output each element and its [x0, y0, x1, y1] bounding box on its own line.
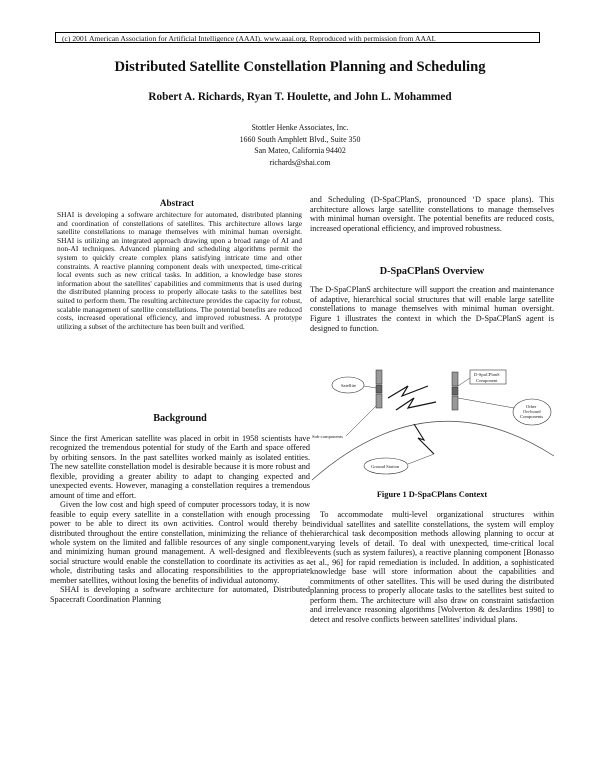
- affiliation-street: 1660 South Amphlett Blvd., Suite 350: [239, 134, 361, 144]
- background-section: [50, 434, 310, 604]
- ground-pointer: [408, 454, 434, 464]
- figure-caption: Figure 1 D-SpaCPlans Context: [376, 490, 488, 499]
- subcomponents-label: Sub-components: [312, 434, 343, 439]
- overview-heading: D-SpaCPlanS Overview: [379, 266, 485, 277]
- earth-arc: [312, 421, 554, 480]
- right-intro-paragraph: and Scheduling (D-SpaCPlanS, pronounced ‘D space plans). This architecture allows large satellite constellations to manage themselves with minimal human oversight. The potential benefits are reduced costs, increased operational efficiency, and improved robustness.: [310, 195, 554, 234]
- satellite-label: Satellite: [341, 383, 357, 388]
- satellite-1-icon: [376, 370, 382, 408]
- figure-1-diagram: [310, 368, 554, 482]
- paper-authors: Robert A. Richards, Ryan T. Houlette, and John L. Mohammed: [148, 91, 452, 103]
- paper-title: Distributed Satellite Constellation Planning and Scheduling: [114, 59, 486, 75]
- affiliation-company: Stottler Henke Associates, Inc.: [251, 123, 349, 132]
- abstract-heading: Abstract: [159, 198, 195, 208]
- component-label-line2: Component: [476, 378, 498, 383]
- background-heading: Background: [153, 413, 207, 424]
- other-label-line3: Components: [520, 414, 544, 419]
- abstract-text: [57, 211, 302, 331]
- subcomponents-pointer: [346, 406, 376, 436]
- affiliation-email: richards@shai.com: [269, 157, 331, 167]
- copyright-notice: (c) 2001 American Association for Artificial Intelligence (AAAI). www.aaai.org. Reproduced with permission from AAAI.: [55, 32, 540, 43]
- ground-station-label: Ground Station: [371, 464, 400, 469]
- other-label-line2: On-board: [523, 409, 541, 414]
- component-link-top: [458, 378, 470, 386]
- comm-link-2: [396, 398, 436, 410]
- satellite-2-icon: [452, 372, 458, 410]
- affiliation: [0, 122, 600, 168]
- right-body-section: [310, 510, 554, 625]
- abstract-paragraph: SHAI is developing a software architecture for automated, distributed planning and coordination of constellations of satellites. This architecture allows large satellite constellations to manage themselves with minimal human oversight. SHAI is utilizing an integrated approach drawing upon a broad range of AI and non-AI techniques. Advanced planning and scheduling algorithms permit the system to quickly create complex plans satisfying intricate time and other constraints. A reactive planning component deals with unexpected, time-critical local events such as new critical tasks. In addition, a knowledge base stores information about the satellites' capabilities and commitments that is used during the distributed planning process to properly allocate tasks to the satellites best suited to perform them. The resulting architecture provides the capacity for robust, scalable management of satellite constellations. The potential benefits are reduced costs, increased operational efficiency, and improved robustness. A prototype utilizing a subset of the architecture has been built and verified.: [57, 210, 302, 331]
- background-paragraph-3: SHAI is developing a software architecture for automated, Distributed Spacecraft Coordination Planning: [50, 585, 310, 604]
- right-intro: [310, 195, 554, 234]
- overview-paragraph: The D-SpaCPlanS architecture will support the creation and maintenance of adaptive, hierarchical social structures that will enable large satellite constellations to manage themselves with minimal human oversight. Figure 1 illustrates the context in which the D-SpaCPlanS agent is designed to function.: [310, 285, 554, 333]
- other-label-line1: Other: [526, 404, 537, 409]
- right-body-paragraph: To accommodate multi-level organizational structures within individual satellites and satellite constellations, the system will employ hierarchical task decomposition methods allowing planning to occur at varying levels of detail. To deal with unexpected, time-critical local events (such as system failures), a reactive planning component [Bonasso et al., 96] for rapid remediation is included. In addition, a sophisticated knowledge base will store information about the capabilities and commitments of other satellites. This will be used during the distributed planning process to properly allocate tasks to the satellites best suited to perform them. The architecture will also draw on constraint satisfaction and irrelevance reasoning algorithms [Wolverton & desJardins 1998] to detect and resolve conflicts between satellites' individual plans.: [310, 510, 554, 625]
- comm-link-1: [388, 386, 428, 398]
- ground-link: [414, 424, 434, 454]
- component-label-line1: D-SpaCPlanS: [474, 372, 500, 377]
- background-paragraph-1: Since the first American satellite was placed in orbit in 1958 scientists have recognized the tremendous potential for study of the Earth and space offered by orbiting sensors. In the past satellites worked mainly as isolated entities. The new satellite constellation model is desirable because it is more robust and flexible, providing a greater ability to adapt to changing expected and unexpected events. However, managing a constellation requires a tremendous amount of time and effort.: [50, 434, 310, 500]
- overview-section: [310, 285, 554, 334]
- affiliation-city: San Mateo, California 94402: [254, 146, 346, 156]
- satellite-pointer: [364, 386, 376, 388]
- component-link-other: [458, 398, 514, 408]
- background-paragraph-2: Given the low cost and high speed of computer processors today, it is now feasible to equip every satellite in a constellation with enough processing power to be able to direct its own activities. Control would thereby be distributed throughout the entire constellation, minimizing the reliance of the whole system on the limited and fallible resources of any single component, and minimizing human ground management. A well-designed and flexible social structure would enable the constellation to coordinate its activities as a whole, distributing tasks and allocating responsibilities to the appropriate member satellites, without losing the benefits of individual autonomy.: [50, 500, 310, 585]
